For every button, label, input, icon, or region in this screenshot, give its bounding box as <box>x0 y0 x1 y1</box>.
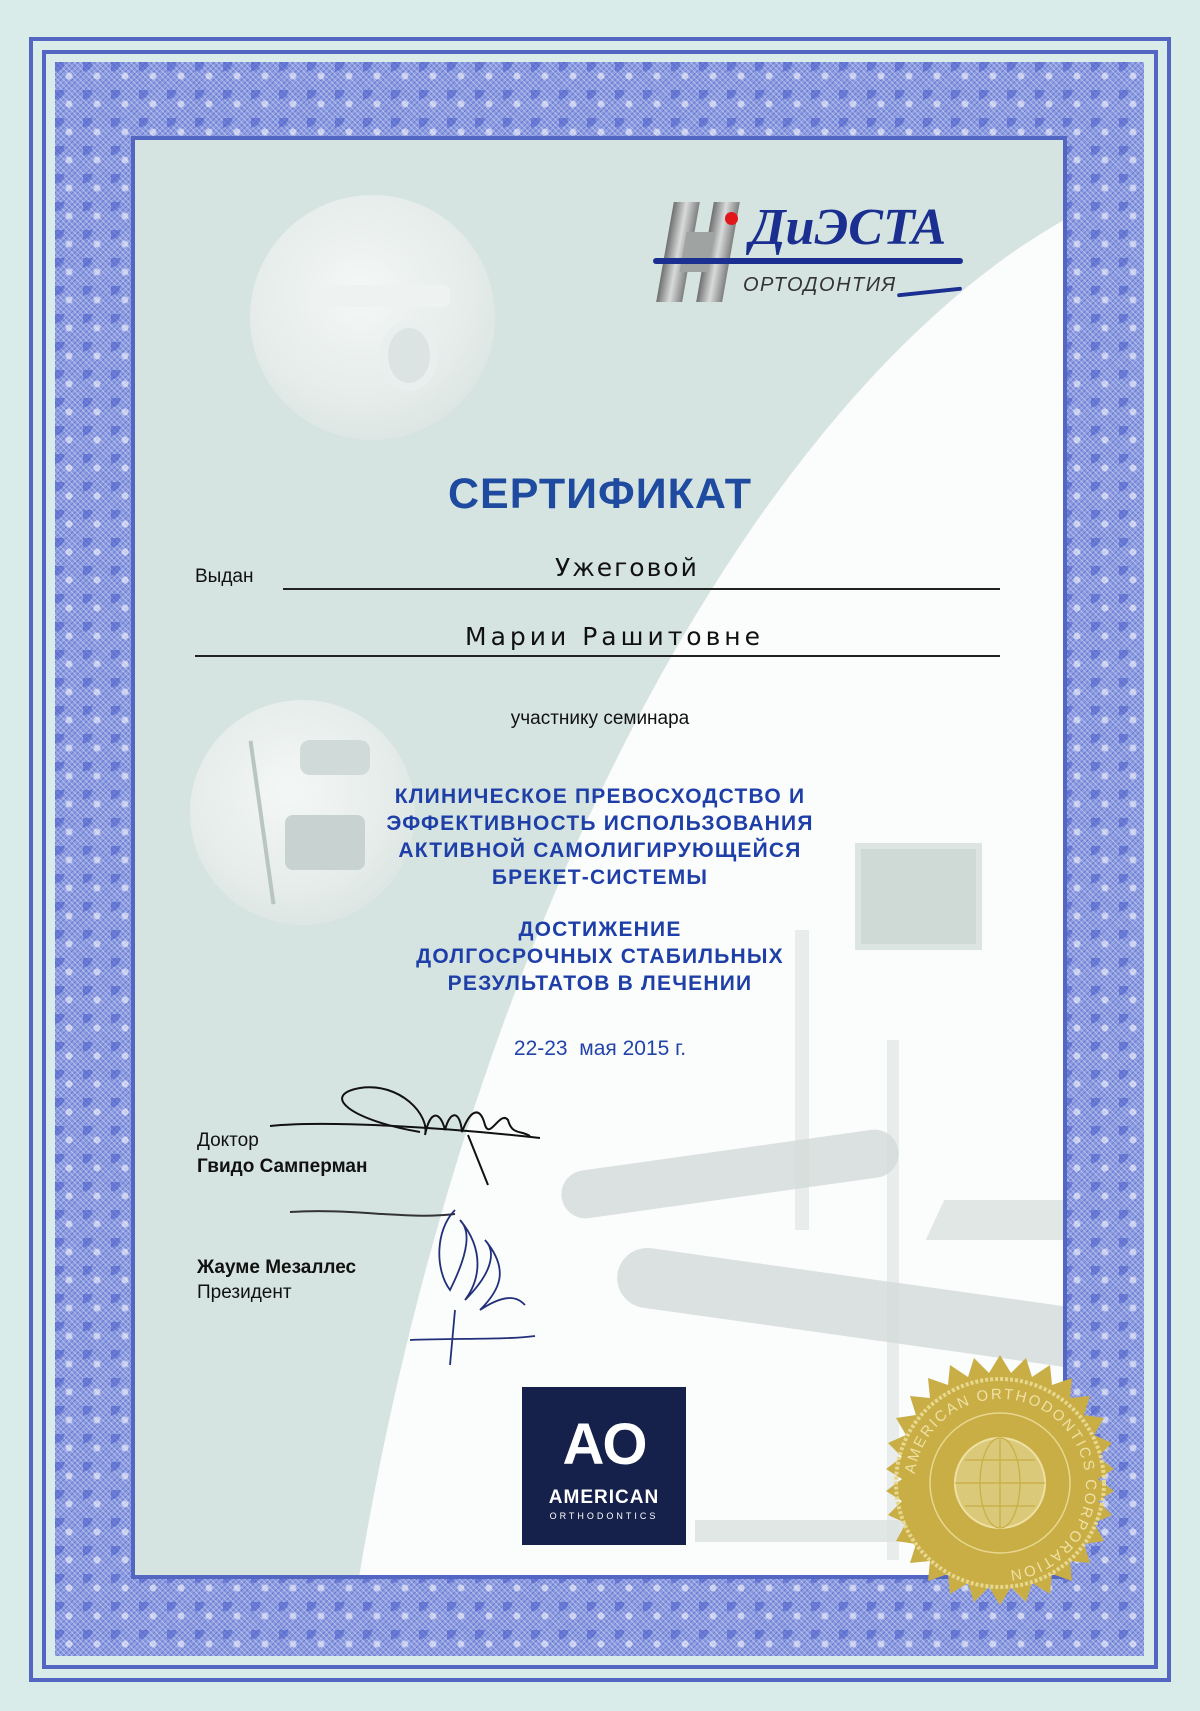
svg-text:AMERICAN ORTHODONTICS CORPORAT: AMERICAN ORTHODONTICS CORPORATION <box>901 1385 1100 1584</box>
seminar-subtitle-line: ДОЛГОСРОЧНЫХ СТАБИЛЬНЫХ <box>416 945 784 968</box>
recipient-line-2 <box>195 655 1000 657</box>
seminar-subtitle-line: РЕЗУЛЬТАТОВ В ЛЕЧЕНИИ <box>447 972 753 995</box>
diesta-logo <box>655 200 965 310</box>
seminar-subtitle <box>0 916 1200 997</box>
issued-label: Выдан <box>195 566 254 587</box>
american-orthodontics-logo <box>522 1387 686 1545</box>
recipient-given-names: Марии Рашитовне <box>465 622 765 651</box>
doctor-title: Доктор <box>197 1130 259 1151</box>
president-title: Президент <box>197 1282 292 1303</box>
seminar-title-line: АКТИВНОЙ САМОЛИГИРУЮЩЕЙСЯ <box>398 839 802 862</box>
participant-label: участнику семинара <box>510 708 690 729</box>
seminar-title-line: ЭФФЕКТИВНОСТЬ ИСПОЛЬЗОВАНИЯ <box>386 812 814 835</box>
doctor-name: Гвидо Самперман <box>197 1156 368 1177</box>
doctor-signature <box>250 1080 550 1190</box>
ao-logo-line2: ORTHODONTICS <box>549 1511 659 1521</box>
equipment-photo-circle <box>250 195 495 440</box>
seminar-date: 22-23 мая 2015 г. <box>513 1037 687 1060</box>
ao-logo-mark: AO <box>562 1412 646 1477</box>
recipient-surname: Ужеговой <box>555 553 699 582</box>
president-signature <box>285 1190 545 1370</box>
logo-subtitle: ОРТОДОНТИЯ <box>743 274 897 296</box>
seminar-title-line: КЛИНИЧЕСКОЕ ПРЕВОСХОДСТВО И <box>394 785 806 808</box>
president-name: Жауме Мезаллес <box>197 1257 357 1278</box>
ao-logo-line1: AMERICAN <box>548 1487 660 1508</box>
seminar-subtitle-line: ДОСТИЖЕНИЕ <box>518 918 682 941</box>
logo-h-mark <box>665 202 735 302</box>
gold-seal-icon <box>870 1355 1130 1615</box>
seminar-title <box>0 783 1200 891</box>
logo-red-dot <box>725 212 738 225</box>
seminar-title-line: БРЕКЕТ-СИСТЕМЫ <box>491 866 709 889</box>
logo-brand-text: ДиЭСТА <box>750 199 947 256</box>
logo-swoosh <box>653 258 963 264</box>
certificate-title: СЕРТИФИКАТ <box>447 470 753 518</box>
recipient-line-1 <box>283 588 1000 590</box>
